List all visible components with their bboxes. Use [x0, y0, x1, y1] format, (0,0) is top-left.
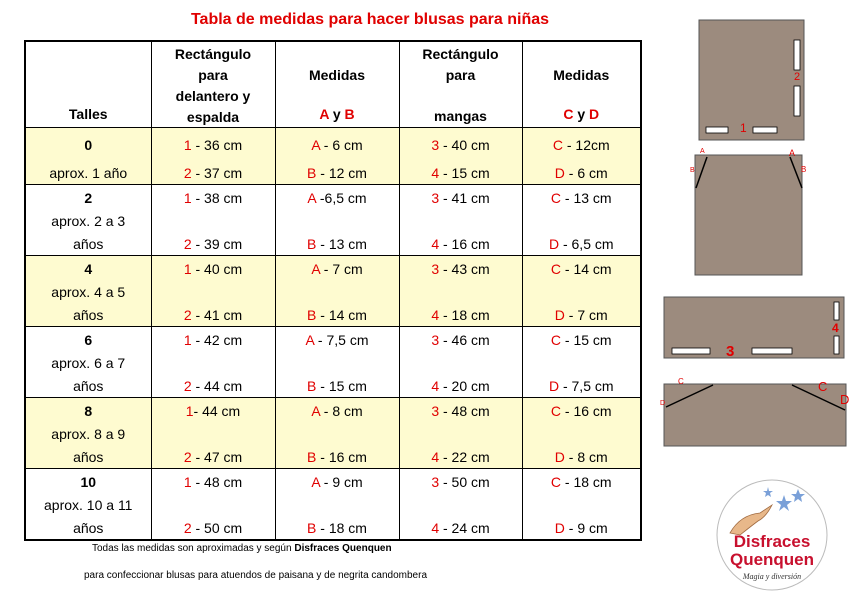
- brand-logo: [710, 475, 834, 593]
- footer-note-2: para confeccionar blusas para atuendos de paisana y de negrita candombera: [84, 570, 428, 581]
- header-medidas-cd: Medidas C y D: [522, 41, 641, 128]
- measurements-table: [24, 40, 642, 541]
- cd-cell: C - 18 cm D - 9 cm: [522, 469, 641, 541]
- size-cell: 10 aprox. 10 a 11 años: [25, 469, 151, 541]
- header-medidas-ab: Medidas A y B: [275, 41, 399, 128]
- pattern-diagrams: [660, 0, 868, 460]
- table-row: [25, 256, 641, 327]
- svg-text:Quenquen: Quenquen: [729, 550, 815, 569]
- cd-cell: C - 12cm D - 6 cm: [522, 128, 641, 185]
- svg-text:Magia y diversión: Magia y diversión: [742, 572, 802, 581]
- table-row: [25, 398, 641, 469]
- sleeve-rect-cell: 3 - 41 cm 4 - 16 cm: [399, 185, 522, 256]
- size-cell: 4 aprox. 4 a 5 años: [25, 256, 151, 327]
- header-rect-sleeves: Rectángulo para mangas: [399, 41, 522, 128]
- table-header-row: [25, 41, 641, 128]
- body-rect-cell: 1 - 42 cm 2 - 44 cm: [151, 327, 275, 398]
- table-row: [25, 128, 641, 185]
- diagram-label-1: 1: [740, 121, 747, 135]
- ab-cell: A - 7 cm B - 14 cm: [275, 256, 399, 327]
- svg-text:A: A: [789, 148, 796, 158]
- sleeve-rect-cell: 3 - 48 cm 4 - 22 cm: [399, 398, 522, 469]
- svg-text:A: A: [700, 148, 705, 155]
- diagram-label-2: 2: [794, 71, 801, 83]
- footer-note-1: Todas las medidas son aproximadas y según Disfraces Quenquen: [92, 543, 392, 554]
- body-rect-cell: 1- 44 cm 2 - 47 cm: [151, 398, 275, 469]
- diagram-label-4: 4: [832, 321, 839, 335]
- svg-text:C: C: [678, 377, 684, 386]
- sleeve-rect-cell: 3 - 50 cm 4 - 24 cm: [399, 469, 522, 541]
- svg-text:D: D: [660, 400, 666, 407]
- cd-cell: C - 15 cm D - 7,5 cm: [522, 327, 641, 398]
- body-rect-cell: 1 - 48 cm 2 - 50 cm: [151, 469, 275, 541]
- sleeve-rectangle-diagram: [664, 297, 844, 360]
- header-talles: Talles: [25, 41, 151, 128]
- svg-text:C: C: [818, 379, 828, 394]
- svg-text:Disfraces: Disfraces: [733, 532, 811, 551]
- table-row: [25, 327, 641, 398]
- sleeve-rect-cell: 3 - 40 cm 4 - 15 cm: [399, 128, 522, 185]
- svg-text:B: B: [690, 167, 695, 174]
- ab-cell: A - 9 cm B - 18 cm: [275, 469, 399, 541]
- body-rectangle-diagram: [699, 20, 804, 140]
- body-rect-cell: 1 - 36 cm 2 - 37 cm: [151, 128, 275, 185]
- sleeve-cut-diagram: [660, 377, 849, 446]
- diagram-label-3: 3: [726, 343, 735, 360]
- cd-cell: C - 13 cm D - 6,5 cm: [522, 185, 641, 256]
- svg-text:D: D: [840, 392, 850, 407]
- sleeve-rect-cell: 3 - 43 cm 4 - 18 cm: [399, 256, 522, 327]
- svg-text:B: B: [801, 165, 807, 174]
- height-arrow-2: [794, 40, 800, 70]
- ab-cell: A -6,5 cm B - 13 cm: [275, 185, 399, 256]
- body-cut-diagram: [690, 148, 806, 275]
- body-rect-cell: 1 - 38 cm 2 - 39 cm: [151, 185, 275, 256]
- ab-cell: A - 7,5 cm B - 15 cm: [275, 327, 399, 398]
- sleeve-rect-cell: 3 - 46 cm 4 - 20 cm: [399, 327, 522, 398]
- ab-cell: A - 6 cm B - 12 cm: [275, 128, 399, 185]
- table-row: [25, 185, 641, 256]
- cd-cell: C - 14 cm D - 7 cm: [522, 256, 641, 327]
- size-cell: 6 aprox. 6 a 7 años: [25, 327, 151, 398]
- body-rect-cell: 1 - 40 cm 2 - 41 cm: [151, 256, 275, 327]
- page-title: Tabla de medidas para hacer blusas para niñas: [190, 11, 550, 28]
- cd-cell: C - 16 cm D - 8 cm: [522, 398, 641, 469]
- header-rect-body: Rectángulo para delantero y espalda: [151, 41, 275, 128]
- table-row: [25, 469, 641, 541]
- size-cell: 2 aprox. 2 a 3 años: [25, 185, 151, 256]
- size-cell: 8 aprox. 8 a 9 años: [25, 398, 151, 469]
- ab-cell: A - 8 cm B - 16 cm: [275, 398, 399, 469]
- size-cell: 0 aprox. 1 año: [25, 128, 151, 185]
